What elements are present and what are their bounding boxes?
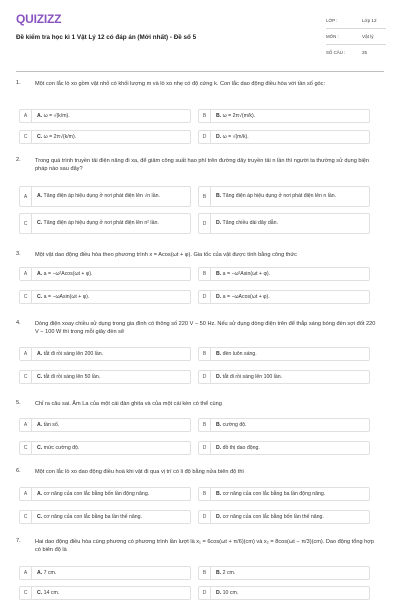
option-text: 7 cm. xyxy=(43,569,57,576)
option-prefix: A. xyxy=(37,270,43,277)
meta-row-subject xyxy=(326,29,386,45)
option-letter: B xyxy=(199,187,211,206)
option-letter: B xyxy=(199,110,211,122)
option-text: 10 cm. xyxy=(222,589,239,596)
page-title: Đề kiểm tra học kì 1 Vật Lý 12 có đáp án (Mới nhất) - Đề số 5 xyxy=(16,34,197,41)
option-prefix: D. xyxy=(216,373,222,380)
option-4d[interactable] xyxy=(198,370,370,384)
option-6c[interactable] xyxy=(19,510,191,524)
option-letter: C xyxy=(20,214,32,233)
option-text: Tăng chiều dài dây dẫn. xyxy=(222,220,278,226)
option-2d[interactable] xyxy=(198,213,370,234)
option-letter: B xyxy=(199,488,211,500)
option-prefix: A. xyxy=(37,569,43,576)
option-4a[interactable] xyxy=(19,347,191,361)
option-letter: D xyxy=(199,131,211,143)
option-text: cường độ. xyxy=(222,421,247,428)
question-text: Hai dao động điều hòa cùng phương có phương trình lần lượt là x₁ = 6cos(ωt + π/6)(cm) và x₂ = 8cos(ωt − π/3)(cm). Dao động tổng hợp có biên độ là xyxy=(35,539,375,554)
option-letter: B xyxy=(199,567,211,579)
option-letter: B xyxy=(199,268,211,280)
option-prefix: C. xyxy=(37,133,43,140)
question-text: Chỉ ra câu sai. Âm La của một cái đàn ghita và của một cái kèn có thể cùng xyxy=(35,401,222,407)
option-prefix: B. xyxy=(216,270,222,277)
option-7a[interactable] xyxy=(19,566,191,580)
meta-value: Lớp 12 xyxy=(362,18,377,23)
option-1c[interactable] xyxy=(19,130,191,144)
meta-label: LỚP : xyxy=(326,18,338,23)
option-text: Tăng điện áp hiệu dụng ở nơi phát điện lên √n lần. xyxy=(43,193,160,199)
option-5c[interactable] xyxy=(19,441,191,455)
question-number: 1. xyxy=(16,80,21,86)
option-prefix: C. xyxy=(37,589,43,596)
option-prefix: B. xyxy=(216,490,222,497)
option-prefix: D. xyxy=(216,589,222,596)
question-text: Dòng điện xoay chiều sử dụng trong gia đình có thông số 220 V − 50 Hz. Nếu sử dụng dòng điện trên để thắp sáng bóng đèn sợi đốt 220 V − 100 W thì trong mỗi giây đèn sẽ xyxy=(35,321,376,336)
option-5b[interactable] xyxy=(198,418,370,432)
option-letter: C xyxy=(20,291,32,303)
option-prefix: D. xyxy=(216,133,222,140)
option-text: ω = 2π√(m/k). xyxy=(222,112,256,119)
option-1d[interactable] xyxy=(198,130,370,144)
option-letter: C xyxy=(20,587,32,599)
question-number: 4. xyxy=(16,320,21,326)
quiz-meta-box xyxy=(326,13,386,60)
option-7d[interactable] xyxy=(198,586,370,600)
option-text: mức cường độ. xyxy=(43,444,80,451)
option-7c[interactable] xyxy=(19,586,191,600)
question-text: Một con lắc lò xo gồm vật nhỏ có khối lượng m và lò xo nhẹ có độ cứng k. Con lắc dao động điều hòa với tần số góc: xyxy=(35,81,326,87)
question-text: Một vật dao động điều hòa theo phương trình x = Acos(ωt + φ). Gia tốc của vật được tính bằng công thức xyxy=(35,252,297,258)
option-text: cơ năng của con lắc bằng ba lần thế năng. xyxy=(43,513,142,520)
option-5d[interactable] xyxy=(198,441,370,455)
option-prefix: D. xyxy=(216,220,222,226)
option-prefix: D. xyxy=(216,513,222,520)
option-text: ω = √(k/m). xyxy=(43,112,70,119)
option-prefix: A. xyxy=(37,193,43,199)
option-letter: A xyxy=(20,348,32,360)
meta-value: Vật lý xyxy=(362,34,374,39)
question-number: 5. xyxy=(16,400,21,406)
option-prefix: A. xyxy=(37,490,43,497)
option-prefix: B. xyxy=(216,350,222,357)
question-text: Trong quá trình truyền tải điện năng đi xa, để giảm công suất hao phí trên đường dây truyền tải n lần thì người ta thường sử dụng biện pháp nào sau đây? xyxy=(35,158,369,173)
option-text: 2 cm. xyxy=(222,569,236,576)
option-prefix: C. xyxy=(37,373,43,380)
option-3a[interactable] xyxy=(19,267,191,281)
option-letter: C xyxy=(20,442,32,454)
option-2b[interactable] xyxy=(198,186,370,207)
option-letter: C xyxy=(20,131,32,143)
option-text: a = −ωAcos(ωt + φ). xyxy=(222,293,270,300)
option-letter: D xyxy=(199,291,211,303)
option-letter: B xyxy=(199,419,211,431)
option-prefix: D. xyxy=(216,444,222,451)
option-letter: D xyxy=(199,587,211,599)
option-prefix: D. xyxy=(216,293,222,300)
option-7b[interactable] xyxy=(198,566,370,580)
option-text: a = −ωAsin(ωt + φ). xyxy=(43,293,90,300)
option-4c[interactable] xyxy=(19,370,191,384)
option-letter: B xyxy=(199,348,211,360)
option-text: ω = √(m/k). xyxy=(222,133,249,140)
option-prefix: C. xyxy=(37,220,43,226)
option-prefix: B. xyxy=(216,421,222,428)
option-text: tắt đi rồi sáng lên 50 lần. xyxy=(43,373,101,380)
option-letter: A xyxy=(20,488,32,500)
option-letter: D xyxy=(199,371,211,383)
question-number: 7. xyxy=(16,538,21,544)
option-2c[interactable] xyxy=(19,213,191,234)
option-2a[interactable] xyxy=(19,186,191,207)
meta-value: 25 xyxy=(362,50,368,55)
option-text: tắt đi rồi sáng lên 100 lần. xyxy=(222,373,283,380)
quizizz-logo: QUIZIZZ xyxy=(16,12,62,26)
option-prefix: B. xyxy=(216,112,222,119)
option-text: đèn luôn sáng. xyxy=(222,350,257,357)
option-text: 14 cm. xyxy=(43,589,60,596)
option-prefix: B. xyxy=(216,193,222,199)
option-text: Tăng điện áp hiệu dụng ở nơi phát điện lên n² lần. xyxy=(43,220,159,226)
question-text: Một con lắc lò xo dao động điều hoà khi vật đi qua vị trí có li độ bằng nửa biên độ thì xyxy=(35,469,244,475)
option-text: tắt đi rồi sáng lên 200 lần. xyxy=(43,350,104,357)
option-3d[interactable] xyxy=(198,290,370,304)
option-letter: A xyxy=(20,419,32,431)
option-text: cơ năng của con lắc bằng ba lần động năng. xyxy=(222,490,326,497)
option-letter: A xyxy=(20,110,32,122)
option-6a[interactable] xyxy=(19,487,191,501)
option-text: a = −ω²Asin(ωt + φ). xyxy=(222,270,270,277)
option-prefix: C. xyxy=(37,513,43,520)
option-letter: D xyxy=(199,511,211,523)
option-text: cơ năng của con lắc bằng bốn lần động năng. xyxy=(43,490,150,497)
option-prefix: B. xyxy=(216,569,222,576)
option-1a[interactable] xyxy=(19,109,191,123)
option-3c[interactable] xyxy=(19,290,191,304)
meta-row-count xyxy=(326,45,386,60)
option-6d[interactable] xyxy=(198,510,370,524)
option-text: tần số. xyxy=(43,421,60,428)
question-number: 6. xyxy=(16,468,21,474)
option-prefix: A. xyxy=(37,112,43,119)
option-text: ω = 2π√(k/m). xyxy=(43,133,77,140)
option-letter: D xyxy=(199,214,211,233)
meta-label: SỐ CÂU : xyxy=(326,50,346,55)
option-letter: C xyxy=(20,371,32,383)
question-number: 2. xyxy=(16,157,21,163)
option-letter: A xyxy=(20,567,32,579)
option-1b[interactable] xyxy=(198,109,370,123)
header-divider xyxy=(16,71,384,72)
option-3b[interactable] xyxy=(198,267,370,281)
meta-label: MÔN : xyxy=(326,34,339,39)
option-6b[interactable] xyxy=(198,487,370,501)
option-letter: D xyxy=(199,442,211,454)
option-prefix: C. xyxy=(37,444,43,451)
option-letter: C xyxy=(20,511,32,523)
option-prefix: C. xyxy=(37,293,43,300)
option-prefix: A. xyxy=(37,350,43,357)
option-text: a = −ω²Acos(ωt + φ). xyxy=(43,270,93,277)
question-number: 3. xyxy=(16,251,21,257)
option-text: Tăng điện áp hiệu dụng ở nơi phát điện lên n lần. xyxy=(222,193,337,199)
option-letter: A xyxy=(20,187,32,206)
option-4b[interactable] xyxy=(198,347,370,361)
option-prefix: A. xyxy=(37,421,43,428)
option-text: cơ năng của con lắc bằng bốn lần thế năng. xyxy=(222,513,324,520)
option-letter: A xyxy=(20,268,32,280)
meta-row-class xyxy=(326,13,386,29)
option-5a[interactable] xyxy=(19,418,191,432)
option-text: đồ thị dao động. xyxy=(222,444,260,451)
